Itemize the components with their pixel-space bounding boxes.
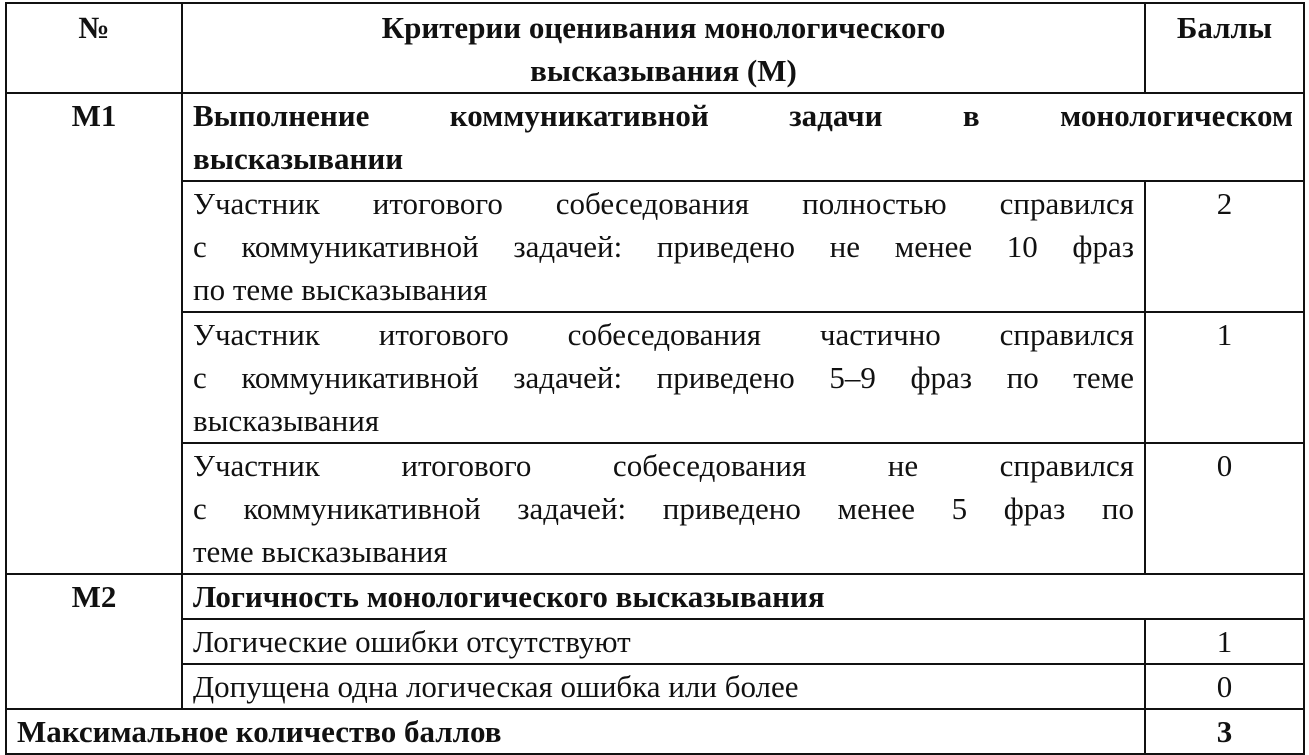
criterion-points: 0: [1145, 664, 1304, 709]
criterion-description: Участник итогового собеседования не справился с коммуникативной задачей: приведено менее 5 фраз по теме высказывания: [182, 443, 1145, 574]
header-number: №: [6, 3, 182, 93]
header-criteria: [182, 3, 1145, 93]
table-row: [6, 312, 1304, 443]
total-points: 3: [1145, 709, 1304, 754]
section-row-m2: [6, 574, 1304, 619]
criterion-description: Логические ошибки отсутствуют: [182, 619, 1145, 664]
table-row: [6, 443, 1304, 574]
criterion-points: 2: [1145, 181, 1304, 312]
table-row: [6, 181, 1304, 312]
header-criteria-line1: Критерии оценивания монологического: [381, 10, 946, 45]
header-points: Баллы: [1145, 3, 1304, 93]
criterion-description: Допущена одна логическая ошибка или более: [182, 664, 1145, 709]
criterion-points: 1: [1145, 619, 1304, 664]
criteria-table: [5, 2, 1305, 755]
section-row-m1: [6, 93, 1304, 181]
total-row: [6, 709, 1304, 754]
total-label: Максимальное количество баллов: [6, 709, 1145, 754]
criterion-description: Участник итогового собеседования полностью справился с коммуникативной задачей: приведено не менее 10 фраз по теме высказывания: [182, 181, 1145, 312]
section-id-m1: М1: [6, 93, 182, 574]
table-row: [6, 664, 1304, 709]
header-row: [6, 3, 1304, 93]
criterion-points: 0: [1145, 443, 1304, 574]
section-title-m2: Логичность монологического высказывания: [182, 574, 1304, 619]
table-row: [6, 619, 1304, 664]
section-title-m1: Выполнение коммуникативной задачи в монологическом высказывании: [182, 93, 1304, 181]
criterion-points: 1: [1145, 312, 1304, 443]
criterion-description: Участник итогового собеседования частично справился с коммуникативной задачей: приведено 5–9 фраз по теме высказывания: [182, 312, 1145, 443]
header-criteria-line2: высказывания (М): [530, 53, 797, 88]
section-id-m2: М2: [6, 574, 182, 709]
